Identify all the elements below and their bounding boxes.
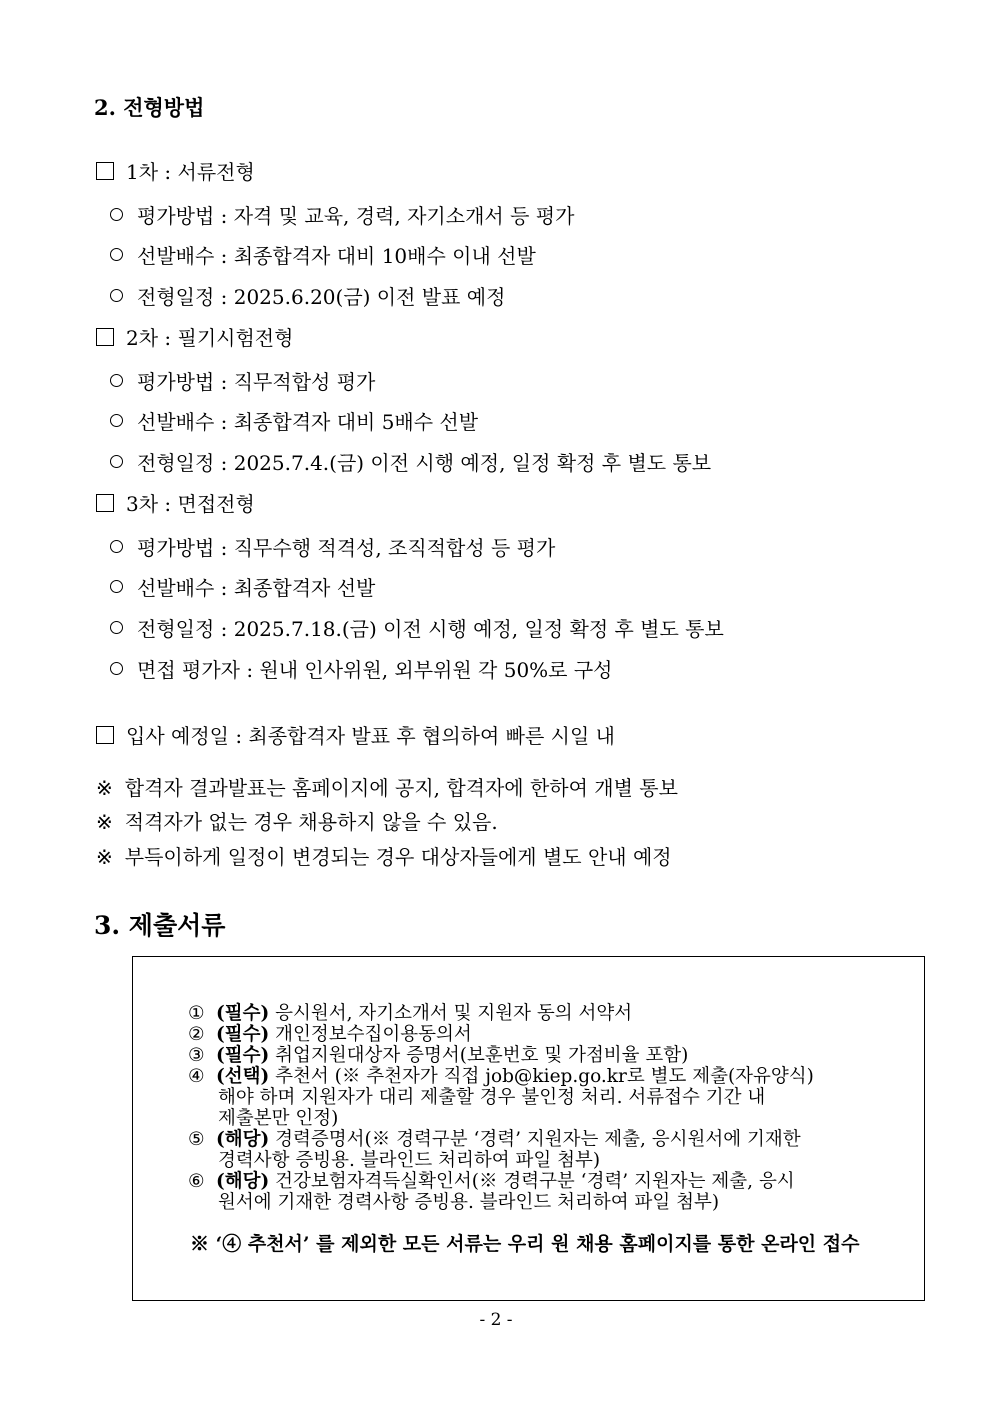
document-tag: (선택)	[216, 1066, 270, 1087]
document-text: 개인정보수집이용동의서	[275, 1024, 472, 1045]
list-item	[110, 200, 574, 229]
online-submission-note: ※ ‘④ 추천서’ 를 제외한 모든 서류는 우리 원 채용 홈페이지를 통한 온라인 접수	[190, 1233, 860, 1255]
list-item	[110, 406, 478, 435]
list-item	[110, 572, 375, 601]
note-text: 부득이하게 일정이 변경되는 경우 대상자들에게 별도 안내 예정	[124, 845, 672, 869]
reference-mark-icon: ※	[96, 845, 113, 869]
document-tag: (필수)	[216, 1024, 270, 1045]
checkbox-square-icon	[96, 494, 114, 512]
list-item-text: 평가방법 : 직무적합성 평가	[137, 370, 376, 394]
list-item-text: 선발배수 : 최종합격자 선발	[137, 576, 376, 600]
stage-3-heading	[96, 488, 255, 517]
start-date-line	[96, 720, 615, 749]
document-tag: (필수)	[216, 1045, 270, 1066]
checkbox-square-icon	[96, 162, 114, 180]
list-item-text: 전형일정 : 2025.6.20(금) 이전 발표 예정	[137, 285, 506, 309]
stage-3-label: 3차 : 면접전형	[126, 492, 255, 516]
stage-2-label: 2차 : 필기시험전형	[126, 326, 294, 350]
checkbox-square-icon	[96, 726, 114, 744]
document-text: 추천서 (※ 추천자가 직접 job@kiep.go.kr로 별도 제출(자유양식)	[275, 1066, 814, 1087]
page-number: - 2 -	[479, 1310, 513, 1330]
stage-1-heading	[96, 156, 255, 185]
circle-bullet-icon	[110, 289, 123, 302]
document-text: 건강보험자격득실확인서(※ 경력구분 ‘경력’ 지원자는 제출, 응시	[275, 1171, 795, 1192]
note-line	[96, 841, 672, 870]
reference-mark-icon: ※	[96, 810, 113, 834]
document-text: 제출본만 인정)	[218, 1108, 339, 1129]
document-number: ③	[188, 1045, 205, 1066]
circle-bullet-icon	[110, 455, 123, 468]
document-item	[188, 1066, 814, 1129]
document-tag: (해당)	[216, 1171, 270, 1192]
section-2-title: 2. 전형방법	[94, 95, 205, 120]
list-item	[110, 613, 724, 642]
circle-bullet-icon	[110, 414, 123, 427]
checkbox-square-icon	[96, 328, 114, 346]
list-item-text: 선발배수 : 최종합격자 대비 10배수 이내 선발	[137, 244, 536, 268]
list-item	[110, 281, 505, 310]
document-text: 해야 하며 지원자가 대리 제출할 경우 불인정 처리. 서류접수 기간 내	[218, 1087, 766, 1108]
list-item-text: 면접 평가자 : 원내 인사위원, 외부위원 각 50%로 구성	[137, 658, 613, 682]
document-number: ②	[188, 1024, 205, 1045]
document-number: ⑥	[188, 1171, 205, 1192]
document-item	[188, 1003, 632, 1024]
document-item	[188, 1024, 472, 1045]
document-number: ①	[188, 1003, 205, 1024]
circle-bullet-icon	[110, 208, 123, 221]
document-item	[188, 1171, 795, 1213]
list-item-text: 전형일정 : 2025.7.4.(금) 이전 시행 예정, 일정 확정 후 별도 통보	[137, 451, 712, 475]
document-item	[188, 1045, 688, 1066]
list-item-text: 평가방법 : 자격 및 교육, 경력, 자기소개서 등 평가	[137, 204, 575, 228]
list-item	[110, 447, 711, 476]
document-number: ⑤	[188, 1129, 205, 1150]
document-text: 원서에 기재한 경력사항 증빙용. 블라인드 처리하여 파일 첨부)	[218, 1192, 720, 1213]
document-tag: (필수)	[216, 1003, 270, 1024]
list-item-text: 평가방법 : 직무수행 적격성, 조직적합성 등 평가	[137, 536, 556, 560]
document-text: 취업지원대상자 증명서(보훈번호 및 가점비율 포함)	[275, 1045, 689, 1066]
note-line	[96, 772, 678, 801]
stage-2-heading	[96, 322, 293, 351]
circle-bullet-icon	[110, 374, 123, 387]
circle-bullet-icon	[110, 662, 123, 675]
list-item	[110, 240, 536, 269]
document-item	[188, 1129, 801, 1171]
circle-bullet-icon	[110, 248, 123, 261]
document-text: 경력증명서(※ 경력구분 ‘경력’ 지원자는 제출, 응시원서에 기재한	[275, 1129, 801, 1150]
list-item-text: 선발배수 : 최종합격자 대비 5배수 선발	[137, 410, 479, 434]
document-tag: (해당)	[216, 1129, 270, 1150]
list-item	[110, 532, 555, 561]
document-text: 응시원서, 자기소개서 및 지원자 동의 서약서	[275, 1003, 633, 1024]
circle-bullet-icon	[110, 580, 123, 593]
circle-bullet-icon	[110, 621, 123, 634]
note-text: 합격자 결과발표는 홈페이지에 공지, 합격자에 한하여 개별 통보	[124, 776, 678, 800]
list-item	[110, 366, 375, 395]
list-item-text: 전형일정 : 2025.7.18.(금) 이전 시행 예정, 일정 확정 후 별도 통보	[137, 617, 724, 641]
stage-1-label: 1차 : 서류전형	[126, 160, 255, 184]
note-text: 적격자가 없는 경우 채용하지 않을 수 있음.	[124, 810, 498, 834]
start-date-text: 입사 예정일 : 최종합격자 발표 후 협의하여 빠른 시일 내	[126, 724, 615, 748]
reference-mark-icon: ※	[96, 776, 113, 800]
document-number: ④	[188, 1066, 205, 1087]
circle-bullet-icon	[110, 540, 123, 553]
list-item	[110, 654, 613, 683]
document-text: 경력사항 증빙용. 블라인드 처리하여 파일 첨부)	[218, 1150, 601, 1171]
section-3-title: 3. 제출서류	[94, 911, 226, 940]
note-line	[96, 806, 498, 835]
